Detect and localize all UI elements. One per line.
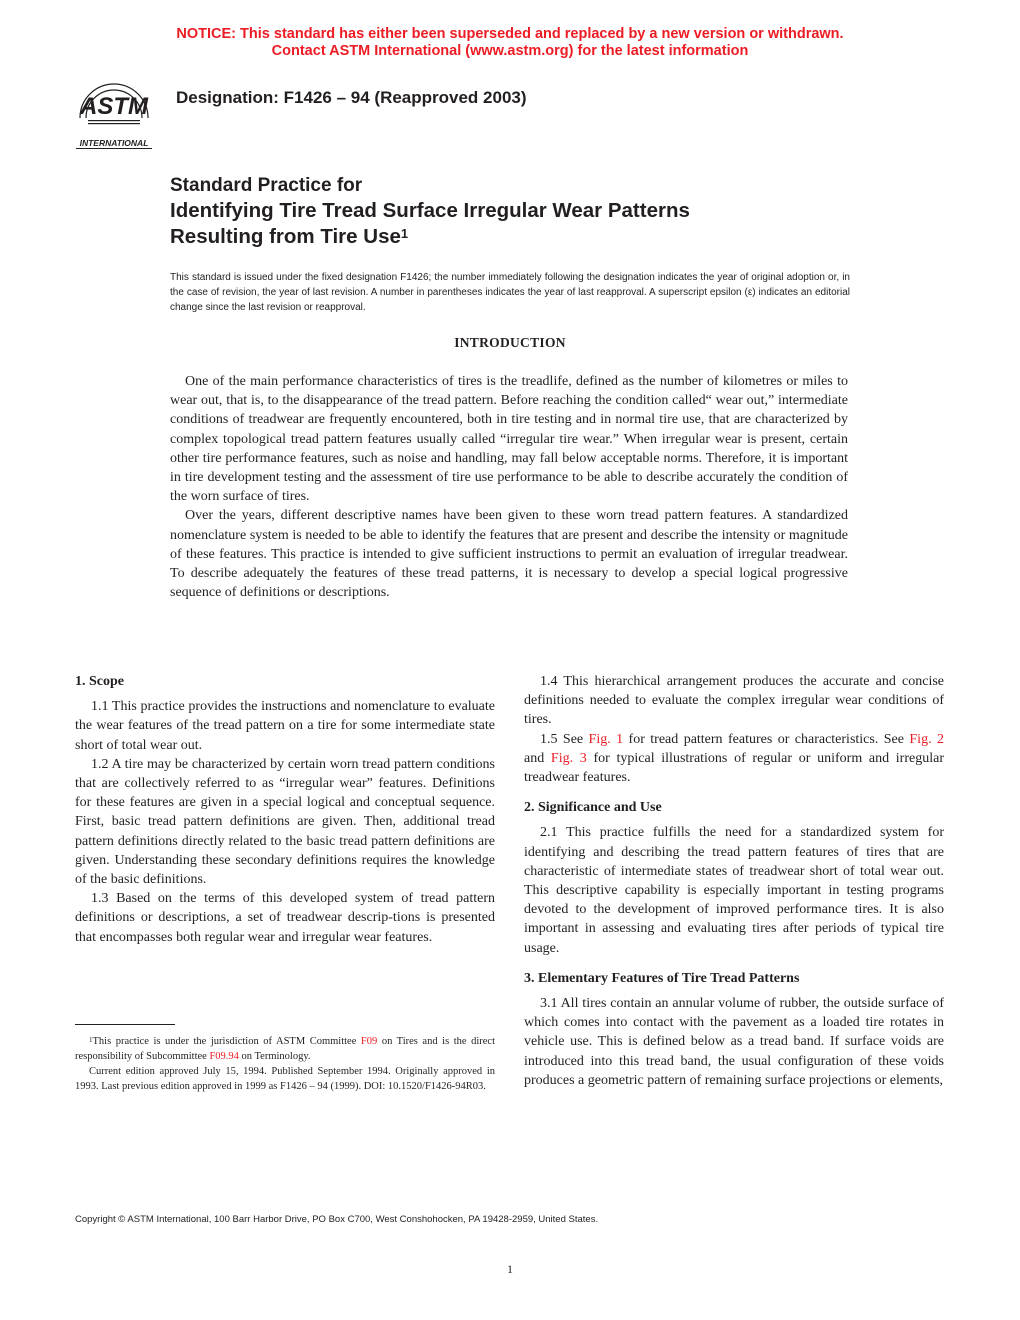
left-column <box>75 672 495 947</box>
astm-logo <box>66 74 162 152</box>
logo-subtext: INTERNATIONAL <box>79 138 149 148</box>
document-title <box>170 174 890 250</box>
paragraph-3-1: 3.1 All tires contain an annular volume of rubber, the outside surface of which comes into contact with the pavement as a loaded tire rotates in vehicle use. This is defined below as a tread band. If surface voids are introduced into this tread band, the usual configuration of these voids produces a geometric pattern of remaining surface projections or elements, <box>524 996 944 1088</box>
footnote-divider <box>75 1024 175 1025</box>
paragraph-1-5-text: for typical illustrations of regular or uniform and irregular treadwear features. <box>524 750 944 786</box>
introduction-paragraph: One of the main performance characteristics of tires is the treadlife, defined as the number of kilometres or miles to wear out, that is, to the disappearance of the tread pattern. Before reaching the condition called“ wear out,” intermediate conditions of treadwear are frequently encountered, both in tire testing and in normal tire use, that are characterized by complex topological tread pattern features usually called “irregular tire wear.” When irregular wear is present, certain other tire performance features, such as noise and handling, may fall below acceptable norms. Therefore, it is important in tire development testing and the assessment of tire use performance to be able to describe accurately the condition of the worn surface of tires. <box>170 374 848 505</box>
subcommittee-f09-94-link[interactable]: F09.94 <box>209 1051 239 1062</box>
fig-1-link[interactable]: Fig. 1 <box>588 731 624 747</box>
section-heading-scope: 1. Scope <box>75 674 124 689</box>
notice-line-1: NOTICE: This standard has either been superseded and replaced by a new version or withdrawn. <box>176 26 844 42</box>
introduction-paragraph: Over the years, different descriptive names have been given to these worn tread pattern features. A standardized nomenclature system is needed to be able to identify the features that are present and describe the intensity or magnitude of these features. This practice is intended to give sufficient instructions to permit an evaluation of irregular treadwear. To describe adequately the features of these tread patterns, it is necessary to develop a special logical progressive sequence of definitions or descriptions. <box>170 508 848 601</box>
footnotes <box>75 1034 495 1094</box>
issued-note: This standard is issued under the fixed designation F1426; the number immediately following the designation indicates the year of original adoption or, in the case of revision, the year of last revision. A number in parentheses indicates the year of last reapproval. A superscript epsilon (ε) indicates an editorial change since the last revision or reapproval. <box>170 272 850 313</box>
fig-2-link[interactable]: Fig. 2 <box>909 731 944 747</box>
paragraph-1-5-text: 1.5 See <box>540 731 589 747</box>
fig-3-link[interactable]: Fig. 3 <box>550 750 587 766</box>
title-line-2: Identifying Tire Tread Surface Irregular Wear Patterns <box>170 199 690 222</box>
designation: Designation: F1426 – 94 (Reapproved 2003) <box>176 88 527 107</box>
paragraph-1-2: 1.2 A tire may be characterized by certain worn tread pattern conditions that are collectively referred to as “irregular wear” features. Definitions for these features are given in a special logical and conceptual sequence. First, basic tread pattern definitions are given. Then, additional tread pattern definitions directly related to the basic tread pattern definitions are given. Understanding these secondary definitions requires the knowledge of the basic definitions. <box>75 756 495 888</box>
title-line-3-text: Resulting from Tire Use <box>170 225 401 248</box>
section-heading-significance: 2. Significance and Use <box>524 800 662 816</box>
logo-text: ASTM <box>80 93 148 120</box>
introduction-body <box>170 372 848 602</box>
page-number: 1 <box>507 1262 513 1276</box>
footnote-1 <box>75 1034 495 1064</box>
right-column <box>524 672 944 1090</box>
paragraph-1-5-text: and <box>524 750 551 766</box>
introduction-heading: INTRODUCTION <box>454 335 566 350</box>
paragraph-1-4: 1.4 This hierarchical arrangement produces the accurate and concise definitions needed to evaluate the complex irregular wear conditions of tires. <box>524 674 944 728</box>
footnote-mark: 1 <box>89 1036 93 1044</box>
withdrawal-notice <box>0 26 1020 60</box>
paragraph-1-1: 1.1 This practice provides the instructions and nomenclature to evaluate the wear features of the tread pattern on a tire for some intermediate state short of total wear out. <box>75 699 495 753</box>
paragraph-1-5-text: for tread pattern features or characteristics. See <box>623 731 910 747</box>
paragraph-1-3: 1.3 Based on the terms of this developed system of tread pattern definitions or descriptions, a set of treadwear descrip-tions is presented that encompasses both regular wear and irregular wear features. <box>75 891 495 945</box>
footnote-text: on Terminology. <box>238 1051 311 1062</box>
footnote-text: This practice is under the jurisdiction of ASTM Committee <box>92 1036 361 1047</box>
copyright-line: Copyright © ASTM International, 100 Barr Harbor Drive, PO Box C700, West Conshohocken, PA 19428-2959, United States. <box>75 1214 599 1225</box>
paragraph-1-5 <box>524 730 944 788</box>
section-heading-elementary-features: 3. Elementary Features of Tire Tread Patterns <box>524 970 800 986</box>
paragraph-2-1: 2.1 This practice fulfills the need for a standardized system for identifying and describing the tread pattern features of tires that are characteristic of intermediate states of treadwear short of total wear out. This descriptive capability is especially important in testing programs devoted to the development of improved performance tires. It is also important in assessing and evaluating tires after periods of typical tire usage. <box>524 825 944 956</box>
notice-line-2: Contact ASTM International (www.astm.org) for the latest information <box>271 43 749 59</box>
title-line-1: Standard Practice for <box>170 175 363 196</box>
title-footnote-mark: 1 <box>400 226 409 241</box>
footnote-text: on Tires and is the direct responsibility of Subcommittee <box>75 1036 495 1062</box>
footnote-edition: Current edition approved July 15, 1994. Published September 1994. Originally approved in 1993. Last previous edition approved in 1999 as F1426 – 94 (1999). DOI: 10.1520/F1426-94R03. <box>75 1066 495 1092</box>
title-line-3 <box>170 224 890 250</box>
committee-f09-link[interactable]: F09 <box>360 1036 378 1047</box>
